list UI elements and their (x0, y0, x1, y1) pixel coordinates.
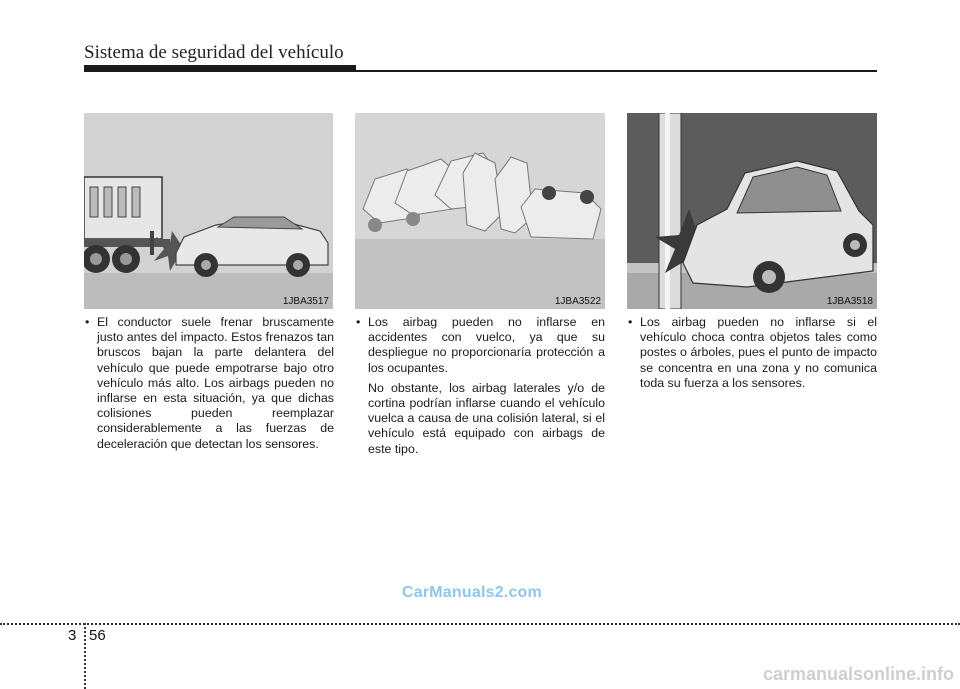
figure-code: 1JBA3518 (826, 296, 873, 307)
pole-impact-illustration (627, 113, 877, 309)
figure-underride (84, 113, 333, 309)
paragraph: • El conductor suele frenar bruscamente justo antes del impacto. Estos frenazos tan bruscos bajan la parte delantera del vehículo que puede empotrarse bajo otro vehículo más alto. Los airbags pueden no inflarse en esta situación, ya que dichas colisiones pueden reemplazar considerablemente a las fuerzas de deceleración que detectan los sensores. (84, 315, 334, 452)
text-column-2 (355, 315, 605, 462)
paragraph: No obstante, los airbag laterales y/o de cortina podrían inflarse cuando el vehículo vuelca a causa de una colisión lateral, si el vehículo está equipado con airbags de este tipo. (368, 380, 605, 456)
text-column-3 (627, 315, 877, 396)
chapter-number: 3 (68, 627, 77, 644)
paragraph: • Los airbag pueden no inflarse en accidentes con vuelco, ya que su despliegue no proporcionaría protección a los ocupantes. (355, 315, 605, 376)
site-watermark: carmanualsonline.info (762, 664, 954, 684)
watermark-link[interactable]: CarManuals2.com (402, 584, 542, 601)
header-rule-thin (84, 70, 877, 72)
figure-code: 1JBA3517 (282, 296, 329, 307)
paragraph: • Los airbag pueden no inflarse si el vehículo choca contra objetos tales como postes o árboles, pues el punto de impacto se concentra en una zona y no comunica toda su fuerza a los sensores. (627, 315, 877, 391)
underride-illustration (84, 113, 333, 309)
figure-rollover (355, 113, 605, 309)
footer-divider (84, 623, 86, 689)
page-number: 56 (89, 627, 106, 644)
figure-code: 1JBA3522 (554, 296, 601, 307)
footer-rule (0, 623, 960, 625)
rollover-illustration (355, 113, 605, 309)
page-title: Sistema de seguridad del vehículo (84, 42, 344, 63)
figure-pole-impact (627, 113, 877, 309)
text-column-1 (84, 315, 334, 457)
